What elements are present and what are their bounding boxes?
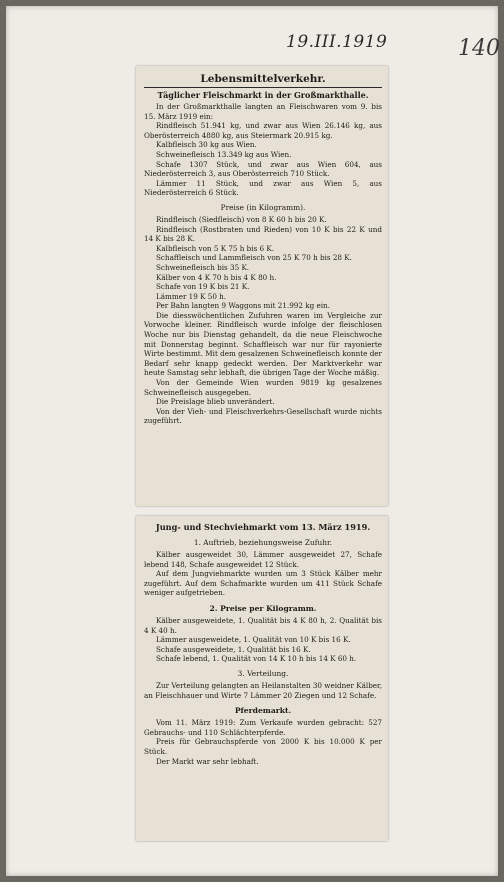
clipping-livestock-market [136, 516, 388, 841]
arrival-line: Schweinefleisch 13.349 kg aus Wien. [156, 149, 292, 159]
price-line: Per Bahn langten 9 Waggons mit 21.992 kg ein. [156, 301, 330, 311]
arrival-line: Lämmer 11 Stück, und zwar aus Wien 5, aus Niederösterreich 6 Stück. [144, 178, 382, 198]
prices-heading: Preise (in Kilogramm). [220, 202, 306, 212]
price-line: Schaffleisch und Lammfleisch von 25 K 70 h bis 28 K. [156, 253, 352, 263]
arrival-line: Rindfleisch 51.941 kg, und zwar aus Wien 26.146 kg, aus Oberösterreich 4880 kg, aus Steiermark 20.915 kg. [144, 121, 382, 140]
price-line: Kälber von 4 K 70 h bis 4 K 80 h. [156, 272, 277, 282]
horse-line: Der Markt war sehr lebhaft. [156, 756, 259, 766]
price-heading: 2. Preise per Kilogramm. [209, 603, 317, 613]
report-paragraph: Die Preislage blieb unverändert. [156, 397, 275, 407]
report-paragraph: Von der Gemeinde Wien wurden 9819 kg gesalzenes Schweinefleisch ausgegeben. [144, 378, 382, 397]
arrival-line: Kalbfleisch 30 kg aus Wien. [156, 140, 257, 150]
price-line: Rindfleisch (Siedfleisch) von 8 K 60 h bis 20 K. [156, 214, 327, 224]
livestock-heading: Jung- und Stechviehmarkt vom 13. März 1919. [155, 522, 371, 532]
supply-heading: 1. Auftrieb, beziehungsweise Zufuhr. [193, 538, 333, 547]
report-paragraph: Die diesswöchentlichen Zufuhren waren im Vergleiche zur Vorwoche kleiner. Rindfleisch wurde infolge der fleischlosen Woche nur bis Dienstag gehandelt, da die neue Fleischwoche mit Donnerstag beginnt. Schaffleisch war nur für rayonierte Wirte bestimmt. Mit dem gesalzenen Schweinefleisch konnte der Bedarf sehr knapp gedeckt werden. Der Marktverkehr war heute Samstag sehr lebhaft, die übrigen Tage der Woche mäßig. [144, 310, 382, 378]
handwritten-date: 19.III.1919 [286, 32, 388, 52]
price-line: Schafe ausgeweidete, 1. Qualität bis 16 K. [156, 644, 311, 654]
price-line: Schafe lebend, 1. Qualität von 14 K 10 h bis 14 K 60 h. [156, 654, 357, 664]
price-line: Lämmer ausgeweidete, 1. Qualität von 10 K bis 16 K. [156, 635, 351, 645]
price-line: Lämmer 19 K 50 h. [156, 291, 227, 301]
handwritten-number: 140 [458, 36, 500, 61]
price-line: Schweinefleisch bis 35 K. [156, 262, 250, 272]
horse-line: Preis für Gebrauchspferde von 2000 K bis 10.000 K per Stück. [144, 737, 382, 756]
price-line: Schafe von 19 K bis 21 K. [156, 282, 250, 292]
distribution-heading: 3. Verteilung. [237, 668, 289, 678]
price-line: Rindfleisch (Rostbraten und Rieden) von 10 K bis 22 K und 14 K bis 28 K. [144, 224, 382, 244]
distribution-text: Zur Verteilung gelangten an Heilanstalten 30 weidner Kälber, an Fleischhauer und Wirte 7 Lämmer 20 Ziegen und 12 Schafe. [144, 680, 382, 700]
meat-market-heading: Täglicher Fleischmarkt in der Großmarkthalle. [157, 90, 369, 100]
price-line: Kalbfleisch von 5 K 75 h bis 6 K. [156, 243, 275, 253]
arrival-line: Schafe 1307 Stück, und zwar aus Wien 604, aus Niederösterreich 3, aus Oberösterreich 710 Stück. [144, 159, 382, 179]
supply-line: Kälber ausgeweidet 30, Lämmer ausgeweidet 27, Schafe lebend 148, Schafe ausgeweidet 12 Stück. [144, 550, 382, 569]
intro-text: In der Großmarkthalle langten an Fleischwaren vom 9. bis 15. März 1919 ein: [144, 102, 382, 121]
horse-line: Vom 11. März 1919: Zum Verkaufe wurden gebracht: 527 Gebrauchs- und 110 Schlächterpferde. [144, 718, 382, 737]
price-line: Kälber ausgeweidete, 1. Qualität bis 4 K 80 h, 2. Qualität bis 4 K 40 h. [144, 615, 382, 635]
clipping-food-traffic [136, 66, 388, 506]
section-title: Lebensmittelverkehr. [144, 72, 382, 88]
supply-line: Auf dem Jungviehmarkte wurden um 3 Stück Kälber mehr zugeführt. Auf dem Schafmarkte wurden um 411 Stück Schafe weniger aufgetrieben. [144, 569, 382, 598]
horse-market-heading: Pferdemarkt. [234, 706, 292, 716]
report-paragraph: Von der Vieh- und Fleischverkehrs-Gesellschaft wurde nichts zugeführt. [144, 406, 382, 426]
